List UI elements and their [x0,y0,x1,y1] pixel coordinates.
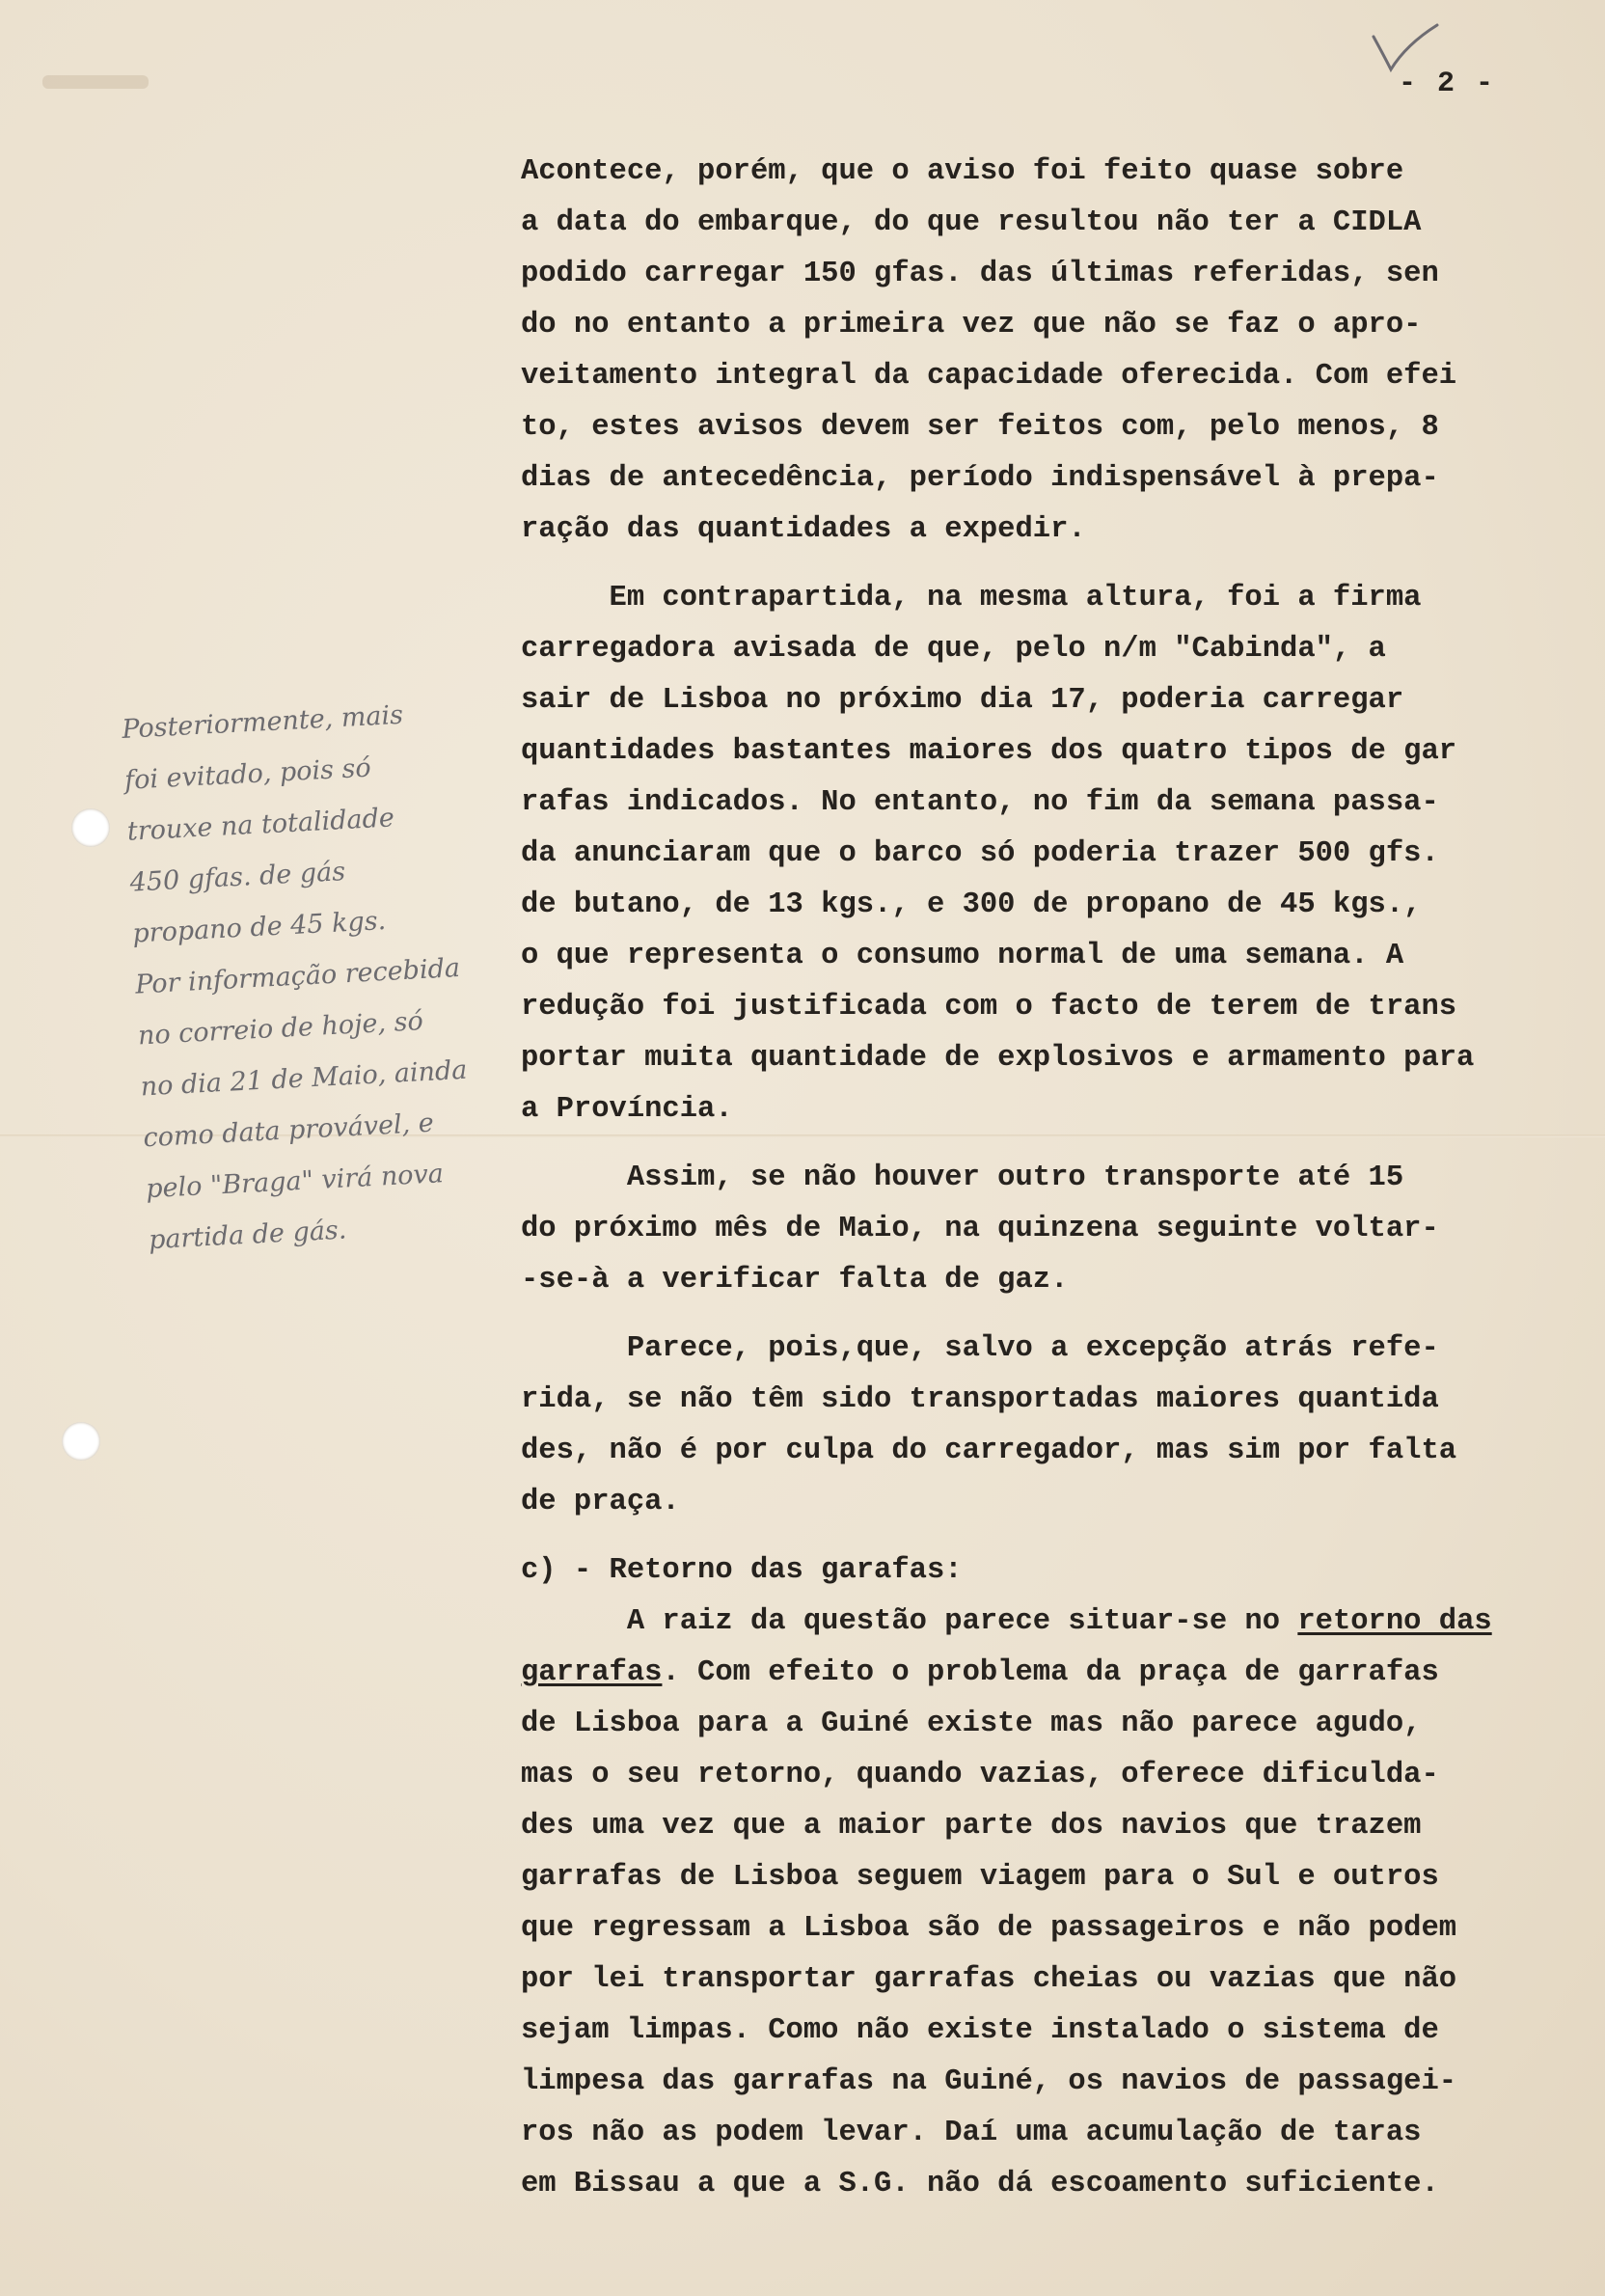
text-line: redução foi justificada com o facto de terem de trans [521,991,1457,1024]
note-line: Por informação recebida [134,952,461,1000]
note-line: foi evitado, pois só [123,752,372,796]
text-line: garrafas de Lisboa seguem viagem para o Sul e outros [521,1861,1439,1894]
text-line: Assim, se não houver outro transporte até 15 [521,1162,1404,1194]
note-line: no correio de hoje, só [137,1006,424,1052]
paragraph-2 [521,573,1591,1135]
text-line: to, estes avisos devem ser feitos com, pelo menos, 8 [521,411,1439,444]
text-line: quantidades bastantes maiores dos quatro tipos de gar [521,735,1457,768]
text-line: por lei transportar garrafas cheias ou vazias que não [521,1963,1457,1996]
note-line: pelo "Braga" virá nova [145,1159,445,1205]
text-line [521,1648,1591,1699]
text-line: rida, se não têm sido transportadas maiores quantida [521,1383,1439,1416]
text-segment: A raiz da questão parece situar-se no [521,1605,1298,1638]
paragraph-4 [521,1324,1591,1528]
text-line: dias de antecedência, período indispensável à prepa- [521,462,1439,495]
text-line: em Bissau a que a S.G. não dá escoamento suficiente. [521,2168,1439,2200]
text-line: ros não as podem levar. Daí uma acumulação de taras [521,2117,1422,2149]
text-line: Em contrapartida, na mesma altura, foi a firma [521,582,1422,615]
text-line: de Lisboa para a Guiné existe mas não parece agudo, [521,1708,1422,1740]
underlined-text: retorno das [1297,1605,1492,1638]
text-line: podido carregar 150 gfas. das últimas referidas, sen [521,258,1439,290]
note-line: propano de 45 kgs. [131,905,387,949]
text-line: -se-à a verificar falta de gaz. [521,1264,1069,1297]
paragraph-3 [521,1153,1591,1306]
page-number: - 2 - [1399,68,1496,100]
text-line: a Província. [521,1093,733,1126]
text-line: o que representa o consumo normal de uma semana. A [521,940,1404,972]
text-line: da anunciaram que o barco só poderia trazer 500 gfs. [521,837,1439,870]
note-line: no dia 21 de Maio, ainda [139,1054,469,1103]
paragraph-gap [521,1135,1591,1153]
underlined-text: garrafas [521,1656,663,1689]
ink-smudge [42,75,149,89]
paragraph-gap [521,556,1591,573]
text-line: de butano, de 13 kgs., e 300 de propano de 45 kgs., [521,888,1422,921]
text-line: do no entanto a primeira vez que não se faz o apro- [521,309,1422,342]
text-line: des, não é por culpa do carregador, mas sim por falta [521,1435,1457,1467]
text-line: que regressam a Lisboa são de passageiros e não podem [521,1912,1457,1945]
text-line: a data do embarque, do que resultou não ter a CIDLA [521,206,1422,239]
paragraph-1 [521,147,1591,556]
text-line: carregadora avisada de que, pelo n/m "Cabinda", a [521,633,1386,666]
note-line: Posteriormente, mais [121,699,404,745]
note-line: como data provável, e [142,1107,435,1154]
text-line: veitamento integral da capacidade oferecida. Com efei [521,360,1457,393]
paragraph-5 [521,1597,1591,2210]
text-line: rafas indicados. No entanto, no fim da semana passa- [521,786,1439,819]
text-line [521,1597,1591,1648]
paragraph-gap [521,1528,1591,1545]
note-line: trouxe na totalidade [126,803,395,847]
punch-hole-bottom [62,1422,100,1461]
text-line: sejam limpas. Como não existe instalado o sistema de [521,2014,1439,2047]
text-segment: . Com efeito o problema da praça de garrafas [662,1656,1439,1689]
text-line: do próximo mês de Maio, na quinzena seguinte voltar- [521,1213,1439,1245]
text-line: sair de Lisboa no próximo dia 17, poderia carregar [521,684,1404,717]
note-line: partida de gás. [148,1215,348,1256]
paragraph-gap [521,1306,1591,1324]
text-line: Acontece, porém, que o aviso foi feito quase sobre [521,155,1404,188]
section-heading: c) - Retorno das garafas: [521,1554,963,1587]
text-line: des uma vez que a maior parte dos navios que trazem [521,1810,1422,1843]
text-line: ração das quantidades a expedir. [521,513,1086,546]
text-line: portar muita quantidade de explosivos e armamento para [521,1042,1475,1075]
note-line: 450 gfas. de gás [128,857,346,898]
text-line: de praça. [521,1486,680,1518]
handwritten-margin-note [121,683,555,1266]
punch-hole-top [71,808,110,847]
text-line: limpesa das garrafas na Guiné, os navios de passagei- [521,2065,1457,2098]
typed-body-text [521,147,1591,2210]
text-line: Parece, pois,que, salvo a excepção atrás refe- [521,1332,1439,1365]
text-line: mas o seu retorno, quando vazias, oferece dificulda- [521,1759,1439,1791]
